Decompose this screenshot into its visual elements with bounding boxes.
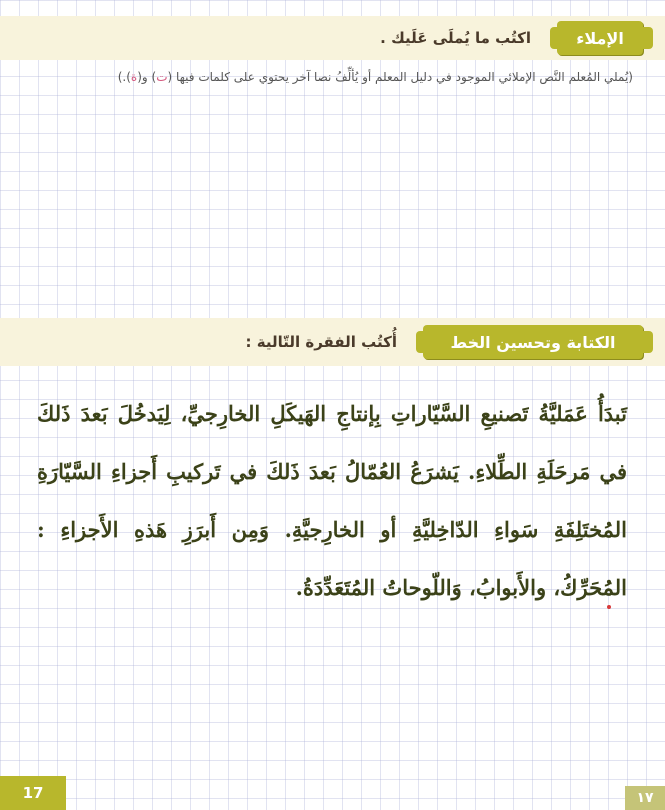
dictation-instruction: اكتُب ما يُملَى عَلَيك . bbox=[380, 29, 531, 47]
dictation-tab bbox=[557, 21, 643, 55]
note-text-end: ).) bbox=[117, 70, 131, 84]
dictation-teacher-note bbox=[12, 70, 633, 84]
note-text-and: ) و( bbox=[137, 70, 157, 84]
page-number-arabic: ١٧ bbox=[625, 786, 665, 810]
note-letter-q: ة bbox=[130, 70, 138, 84]
writing-tab bbox=[423, 325, 643, 359]
note-text-1: (يُملي المُعلم النَّص الإملائي الموجود في دليل المعلم أو يُألِّفُ نصا آخر يحتوي على كلمات فيها ( bbox=[167, 70, 633, 84]
red-dot-mark bbox=[607, 605, 611, 609]
dictation-tab-label: الإملاء bbox=[576, 28, 624, 48]
writing-header-bar bbox=[0, 318, 665, 366]
writing-tab-label: الكتابة وتحسين الخط bbox=[450, 332, 616, 352]
note-letter-t: ت bbox=[156, 70, 168, 84]
writing-instruction: أُكتُب الفقرة التّالية : bbox=[245, 333, 397, 351]
dictation-header-bar bbox=[0, 16, 665, 60]
writing-paragraph: تَبدَأُ عَمَليَّةُ تَصنيعِ السَّيّاراتِ بِإنتاجِ الهَيكَلِ الخارِجيِّ، لِيَدخُلَ بَعدَ ذَلكَ في مَرحَلَةِ الطِّلاءِ. يَشرَعُ العُمّالُ بَعدَ ذَلكَ في تَركيبِ أَجزاءِ السَّيّارَةِ المُختَلِفَةِ سَواءِ الدّاخِليَّةِ أو الخارِجيَّةِ. وَمِن أَبرَزِ هَذهِ الأَجزاءِ : المُحَرِّكُ، والأَبوابُ، وَاللّوحاتُ المُتَعَدِّدَةُ. bbox=[37, 401, 627, 600]
page-number-latin: 17 bbox=[0, 776, 66, 810]
